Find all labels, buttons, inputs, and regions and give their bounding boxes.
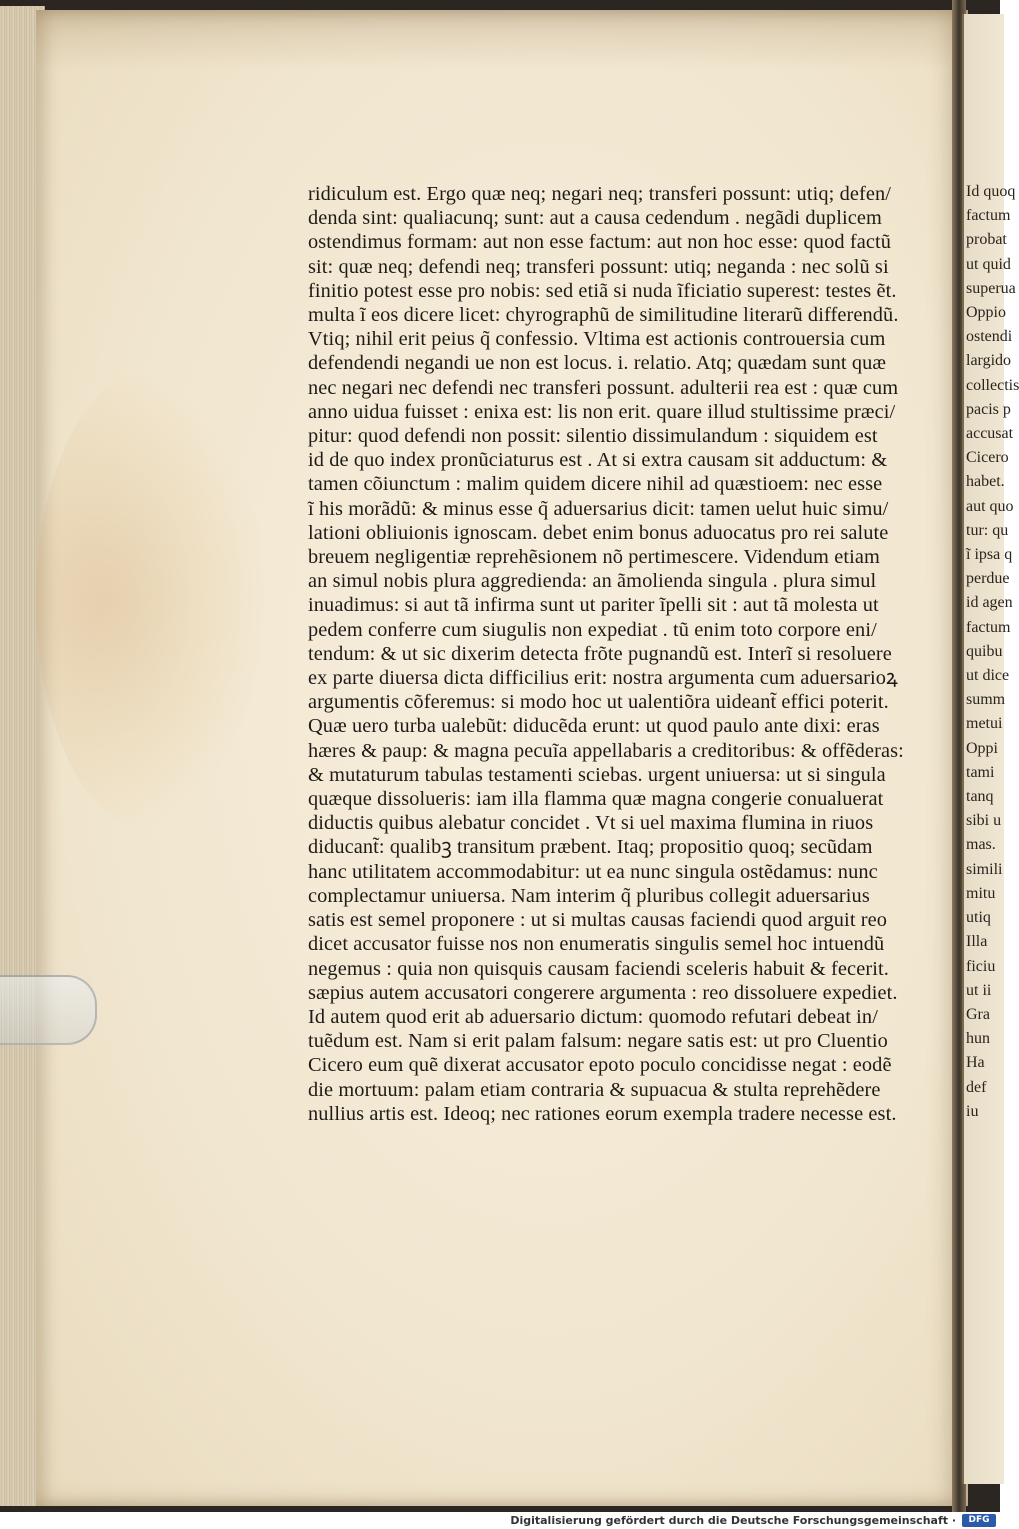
text-line: diductis quibus alebatur concidet . Vt si uel maxima flumina in riuos: [308, 812, 874, 835]
margin-text-line: quibu: [966, 642, 1003, 660]
margin-text-line: tami: [966, 763, 995, 781]
text-line: lationi obliuionis ignoscam. debet enim bonus aduocatus pro rei salute: [308, 521, 889, 544]
margin-text-line: pacis p: [966, 400, 1011, 418]
text-line: breuem negligentiæ reprehẽsionem nõ pertimescere. Videndum etiam: [308, 546, 880, 569]
text-line: Vtiq; nihil erit peius q̃ confessio. Vltima est actionis controuersia cum: [308, 328, 886, 351]
text-line: nullius artis est. Ideoq; nec rationes eorum exempla tradere necesse est.: [308, 1102, 897, 1125]
margin-text-line: factum: [966, 618, 1011, 636]
text-line: tuẽdum est. Nam si erit palam falsum: negare satis est: ut pro Cluentio: [308, 1030, 888, 1053]
margin-text-line: Oppi: [966, 739, 998, 757]
text-line: inuadimus: si aut tã infirma sunt ut pariter ĩpelli sit : aut tã molesta ut: [308, 594, 879, 617]
margin-text-line: mas.: [966, 836, 996, 854]
margin-text-line: Oppio: [966, 304, 1006, 322]
dfg-logo-icon: DFG: [962, 1514, 996, 1527]
text-line: Id autem quod erit ab aduersario dictum: quomodo refutari debeat in/: [308, 1005, 878, 1028]
text-line: ostendimus formam: aut non esse factum: aut non hoc esse: quod factũ: [308, 231, 892, 254]
margin-text-line: sibi u: [966, 812, 1002, 830]
margin-text-line: ostendi: [966, 328, 1013, 346]
text-line: quæque dissolueris: iam illa flamma quæ magna congerie conualuerat: [308, 788, 884, 811]
margin-text-line: tur: qu: [966, 521, 1009, 539]
text-line: Quæ uero turba ualebũt: diducẽda erunt: ut quod paulo ante dixi: eras: [308, 715, 880, 738]
margin-text-line: iu: [966, 1102, 979, 1120]
margin-text-line: id agen: [966, 594, 1013, 612]
facing-page-text-fragment: [966, 180, 1019, 1124]
margin-text-line: Id quoq: [966, 183, 1016, 200]
text-line: argumentis cõferemus: si modo hoc ut ualentiõra uideant̃ effici poterit.: [308, 691, 889, 714]
margin-text-line: habet.: [966, 473, 1005, 491]
text-line: nec negari nec defendi nec transferi possunt. adulterii rea est : quæ cum: [308, 376, 899, 399]
text-line: multa ĩ eos dicere licet: chyrographũ de similitudine literarũ differendũ.: [308, 304, 899, 327]
text-line: anno uidua fuisset : enixa est: lis non erit. quare illud stultissime præci/: [308, 400, 896, 423]
text-line: ridiculum est. Ergo quæ neq; negari neq; transferi possunt: utiq; defen/: [308, 183, 892, 205]
margin-text-line: largido: [966, 352, 1012, 370]
water-stain: [36, 370, 266, 830]
margin-text-line: superua: [966, 279, 1016, 297]
main-text-column: [308, 182, 908, 1126]
footer-bar: [0, 1512, 1000, 1529]
margin-text-line: def: [966, 1078, 987, 1096]
margin-text-line: simili: [966, 860, 1003, 878]
top-water-stain: [36, 10, 968, 70]
text-line: complectamur uniuersa. Nam interim q̃ pluribus collegit aduersarius: [308, 884, 870, 907]
margin-text-line: metui: [966, 715, 1003, 733]
text-line: diducant̃: qualibꝫ transitum præbent. Itaq; propositio quoq; secũdam: [308, 836, 873, 859]
margin-text-line: Gra: [966, 1005, 990, 1023]
text-line: finitio potest esse pro nobis: sed etiã si nuda ĩficiatio superest: testes ẽt.: [308, 279, 897, 302]
margin-text-line: probat: [966, 231, 1007, 249]
margin-text-line: ficiu: [966, 957, 996, 975]
margin-text-line: aut quo: [966, 497, 1014, 515]
margin-text-line: ĩ ipsa q: [966, 546, 1013, 564]
margin-text-line: ut dice: [966, 667, 1010, 685]
margin-text-line: summ: [966, 691, 1006, 709]
text-line: tamen cõiunctum : malim quidem dicere nihil ad quæstioem: nec esse: [308, 473, 883, 496]
text-line: satis est semel proponere : ut si multas causas faciendi quod arguit reo: [308, 909, 888, 932]
text-line: hæres & paup: & magna pecuĩa appellabaris a creditoribus: & offẽderas:: [308, 739, 904, 762]
text-line: ĩ his morãdũ: & minus esse q̃ aduersarius dicit: tamen uelut huic simu/: [308, 497, 889, 520]
plastic-page-clip: [0, 975, 97, 1045]
text-line: tendum: & ut sic dixerim detecta frõte pugnandũ est. Interĩ si resoluere: [308, 642, 892, 665]
margin-text-line: tanq: [966, 788, 994, 806]
text-line: die mortuum: palam etiam contraria & supuacua & stulta reprehẽdere: [308, 1078, 881, 1101]
text-line: sit: quæ neq; defendi neq; transferi possunt: utiq; neganda : nec solũ si: [308, 255, 889, 278]
margin-text-line: Cicero: [966, 449, 1009, 467]
margin-text-line: ut quid: [966, 255, 1011, 273]
text-line: & mutaturum tabulas testamenti sciebas. urgent uniuersa: ut si singula: [308, 763, 886, 786]
text-line: an simul nobis plura aggredienda: an ãmolienda singula . plura simul: [308, 570, 877, 593]
text-line: Cicero eum quẽ dixerat accusator epoto poculo concidisse negat : eodẽ: [308, 1054, 892, 1077]
text-line: id de quo index pronũciaturus est . At si extra causam sit adductum: &: [308, 449, 888, 472]
margin-text-line: factum: [966, 207, 1011, 225]
text-line: dicet accusator fuisse nos non enumeratis singulis semel hoc intuendũ: [308, 933, 885, 956]
funding-credit: Digitalisierung gefördert durch die Deutsche Forschungsgemeinschaft ·: [510, 1514, 956, 1527]
text-line: sæpius autem accusatori congerere argumenta : reo dissoluere expediet.: [308, 981, 898, 1004]
margin-text-line: Illa: [966, 933, 988, 951]
text-line: ex parte diuersa dicta difficilius erit: nostra argumenta cum aduersarioꝝ: [308, 667, 898, 690]
margin-text-line: collectis: [966, 376, 1019, 394]
margin-text-line: Ha: [966, 1054, 985, 1072]
margin-text-line: accusat: [966, 425, 1014, 443]
margin-text-line: utiq: [966, 909, 991, 927]
margin-text-line: perdue: [966, 570, 1010, 588]
text-line: negemus : quia non quisquis causam faciendi sceleris habuit & fecerit.: [308, 957, 889, 980]
text-line: pedem conferre cum siugulis non expediat . tũ enim toto corpore eni/: [308, 618, 877, 641]
text-line: denda sint: qualiacunq; sunt: aut a causa cedendum . negãdi duplicem: [308, 207, 882, 230]
text-line: defendendi negandi ue non est locus. i. relatio. Atq; quædam sunt quæ: [308, 352, 887, 375]
text-line: pitur: quod defendi non possit: silentio dissimulandum : siquidem est: [308, 425, 878, 448]
margin-text-line: ut ii: [966, 981, 992, 999]
text-line: hanc utilitatem accommodabitur: ut ea nunc singula ostẽdamus: nunc: [308, 860, 878, 883]
margin-text-line: hun: [966, 1030, 990, 1048]
margin-text-line: mitu: [966, 884, 996, 902]
